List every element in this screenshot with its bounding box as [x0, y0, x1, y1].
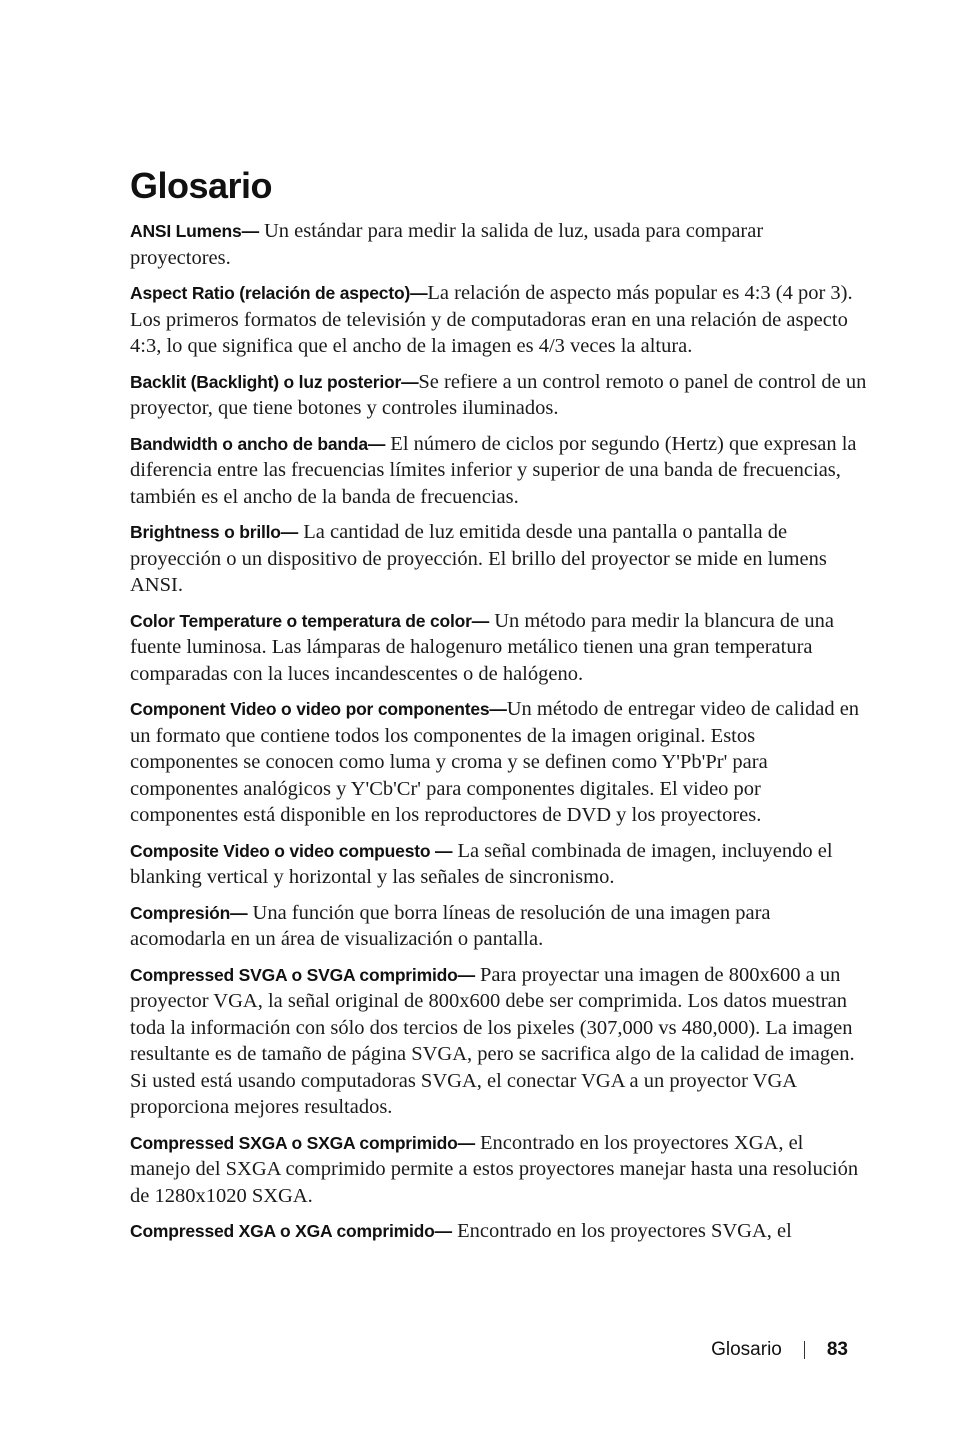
glossary-term: Backlit (Backlight) o luz posterior—	[130, 371, 419, 392]
glossary-definition: La cantidad de luz emitida desde una pantalla o pantalla de proyección o un dispositivo de proyección. El brillo del proyector se mide en lumens ANSI.	[130, 521, 827, 596]
glossary-entry-compressed-sxga	[130, 1130, 868, 1210]
glossary-entry-compressed-xga	[130, 1218, 868, 1245]
glossary-entry-aspect-ratio	[130, 280, 868, 360]
glossary-list	[130, 218, 868, 1254]
glossary-entry-compresion	[130, 900, 868, 953]
glossary-term: Compressed XGA o XGA comprimido—	[130, 1221, 452, 1241]
footer-section-label: Glosario	[711, 1339, 782, 1360]
glossary-term: Color Temperature o temperatura de color—	[130, 610, 490, 631]
glossary-term: Compresión—	[130, 902, 248, 923]
glossary-definition: La señal combinada de imagen, incluyendo el blanking vertical y horizontal y las señales de sincronismo.	[130, 839, 833, 888]
glossary-entry-compressed-svga	[130, 962, 868, 1121]
glossary-entry-backlit	[130, 369, 868, 422]
footer-divider	[804, 1341, 805, 1359]
glossary-term: Bandwidth o ancho de banda—	[130, 433, 386, 454]
glossary-definition: Un método para medir la blancura de una fuente luminosa. Las lámparas de halogenuro metálico tienen una gran temperatura comparadas con la luces incandescentes o de halógeno.	[130, 609, 835, 685]
glossary-term: Compressed SVGA o SVGA comprimido—	[130, 964, 475, 985]
page-title: Glosario	[130, 165, 273, 206]
page-number: 83	[826, 1339, 848, 1360]
glossary-term: ANSI Lumens—	[130, 221, 259, 241]
glossary-definition: Encontrado en los proyectores SVGA, el	[451, 1220, 792, 1242]
glossary-entry-component-video	[130, 696, 868, 829]
glossary-entry-color-temperature	[130, 608, 868, 688]
glossary-definition: Un estándar para medir la salida de luz, usada para comparar proyectores.	[130, 220, 764, 269]
glossary-definition: El número de ciclos por segundo (Hertz) que expresan la diferencia entre las frecuencias límites inferior y superior de una banda de frecuencias, también es el ancho de la banda de frecuencias.	[130, 432, 857, 508]
glossary-entry-composite-video	[130, 838, 868, 891]
glossary-definition: Una función que borra líneas de resolución de una imagen para acomodarla en un área de visualización o pantalla.	[130, 901, 771, 950]
glossary-term: Aspect Ratio (relación de aspecto)—	[130, 283, 428, 303]
glossary-entry-bandwidth	[130, 431, 868, 511]
glossary-definition: Encontrado en los proyectores XGA, el manejo del SXGA comprimido permite a estos proyectores manejar hasta una resolución de 1280x1020 SXGA.	[130, 1131, 859, 1207]
glossary-definition: Se refiere a un control remoto o panel de control de un proyector, que tiene botones y controles iluminados.	[130, 370, 867, 419]
page-footer	[711, 1337, 848, 1363]
glossary-entry-ansi-lumens	[130, 218, 868, 271]
glossary-term: Component Video o video por componentes—	[130, 699, 507, 719]
glossary-entry-brightness	[130, 519, 868, 599]
glossary-term: Brightness o brillo—	[130, 522, 299, 542]
glossary-definition: La relación de aspecto más popular es 4:3 (4 por 3). Los primeros formatos de televisión y de computadoras eran en una relación de aspecto 4:3, lo que significa que el ancho de la imagen es 4/3 veces la altura.	[130, 282, 853, 357]
glossary-definition: Un método de entregar video de calidad en un formato que contiene todos los componentes de la imagen original. Estos componentes se conocen como luma y croma y se definen como Y'Pb'Pr' para componentes analógicos y Y'Cb'Cr' para componentes digitales. El video por componentes está disponible en los reproductores de DVD y los proyectores.	[130, 698, 860, 826]
glossary-term: Compressed SXGA o SXGA comprimido—	[130, 1132, 475, 1153]
glossary-term: Composite Video o video compuesto —	[130, 840, 453, 861]
glossary-definition: Para proyectar una imagen de 800x600 a un proyector VGA, la señal original de 800x600 debe ser comprimida. Los datos muestran toda la información con sólo dos tercios de los pixeles (307,000 vs 480,000). La imagen resultante es de tamaño de página SVGA, pero se sacrifica algo de la calidad de imagen. Si usted está usando computadoras SVGA, el conectar VGA a un proyector VGA proporciona mejores resultados.	[130, 963, 855, 1118]
